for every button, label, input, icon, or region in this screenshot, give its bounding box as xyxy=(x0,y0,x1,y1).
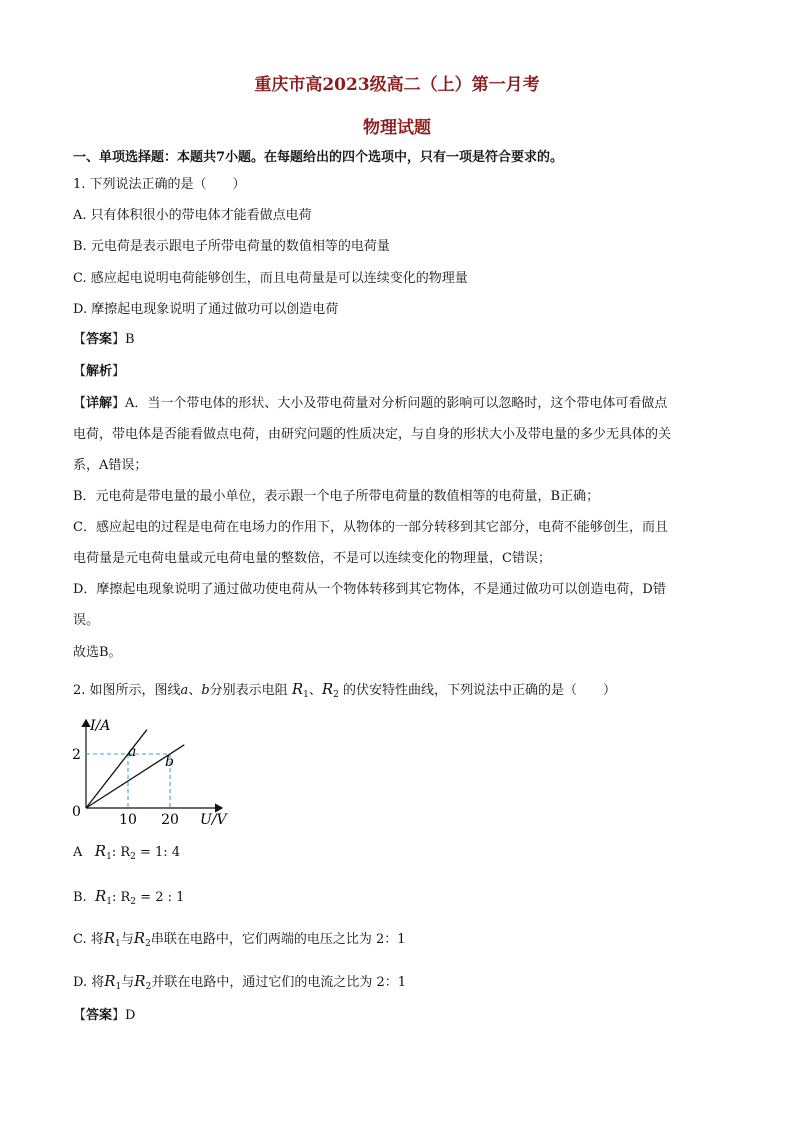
q1-option-c: C. 感应起电说明电荷能够创生，而且电荷量是可以连续变化的物理量 xyxy=(73,271,468,286)
q1-explanation-line: 【详解】A．当一个带电体的形状、大小及带电荷量对分析问题的影响可以忽略时，这个带电体可看做点 xyxy=(73,396,668,411)
series-label-a: a xyxy=(128,744,137,760)
q1-explanation-line: D．摩擦起电现象说明了通过做功使电荷从一个物体转移到其它物体，不是通过做功可以创造电荷，D错 xyxy=(73,582,666,597)
q1-conclusion: 故选B。 xyxy=(73,645,122,660)
q1-option-d: D. 摩擦起电现象说明了通过做功可以创造电荷 xyxy=(73,302,339,317)
x-tick-label: 10 xyxy=(119,812,137,828)
q1-option-b: B. 元电荷是表示跟电子所带电荷量的数值相等的电荷量 xyxy=(73,239,390,254)
q2-answer: 【答案】D xyxy=(73,1008,136,1023)
section-heading: 一、单项选择题：本题共7小题。在每题给出的四个选项中，只有一项是符合要求的。 xyxy=(73,150,564,165)
q1-explanation-line: C．感应起电的过程是电荷在电场力的作用下，从物体的一部分转移到其它部分，电荷不能够创生，而且 xyxy=(73,520,668,535)
y-tick-label: 2 xyxy=(72,747,81,763)
answer-tag: 答案 xyxy=(86,332,113,347)
series-label-b: b xyxy=(165,754,174,770)
answer-tag: 答案 xyxy=(86,1008,113,1023)
q2-option-c: C. 将$R_1$与$R_2$串联在电路中，它们两端的电压之比为 2：1 xyxy=(73,929,406,949)
q1-stem: 1. 下列说法正确的是（ ） xyxy=(73,177,246,192)
page-title: 重庆市高2023级高二（上）第一月考 xyxy=(254,75,540,95)
q1-explanation-line: B．元电荷是带电量的最小单位，表示跟一个电子所带电荷量的数值相等的电荷量，B正确； xyxy=(73,489,600,504)
q2-option-b: B. $R_1$: $R_2 = 2$ : 1 xyxy=(73,887,185,907)
answer-value: D xyxy=(125,1008,136,1023)
answer-value: B xyxy=(125,332,135,347)
q1-option-a: A. 只有体积很小的带电体才能看做点电荷 xyxy=(73,208,312,223)
q1-explanation-line: 电荷量是元电荷电量或元电荷电量的整数倍，不是可以连续变化的物理量，C错误； xyxy=(73,551,551,566)
q1-explanation-line: 电荷，带电体是否能看做点电荷，由研究问题的性质决定，与自身的形状大小及带电量的多少无具体的关 xyxy=(73,427,672,442)
q2-option-d: D. 将$R_1$与$R_2$并联在电路中，通过它们的电流之比为 2：1 xyxy=(73,972,406,992)
iv-graph xyxy=(66,712,246,832)
series-line-a xyxy=(86,730,147,808)
q1-explanation-line: 误。 xyxy=(73,613,100,628)
x-tick-label: 20 xyxy=(161,812,179,828)
y-axis-label: I/A xyxy=(90,718,111,734)
q2-option-a: A $R_1$: $R_2 = 1$: 4 xyxy=(73,842,181,862)
x-axis-label: U/V xyxy=(200,812,227,828)
q1-analysis-tag: 【解析】 xyxy=(73,364,126,379)
origin-label: 0 xyxy=(72,804,81,820)
q1-answer: 【答案】B xyxy=(73,332,135,347)
q2-stem: 2. 如图所示，图线a、b分别表示电阻 $R_1$、$R_2$ 的伏安特性曲线，下列说法中正确的是（ ） xyxy=(73,680,617,700)
detail-tag: 详解 xyxy=(86,396,113,411)
page-subtitle: 物理试题 xyxy=(363,118,431,138)
q1-explanation-line: 系，A错误； xyxy=(73,458,148,473)
